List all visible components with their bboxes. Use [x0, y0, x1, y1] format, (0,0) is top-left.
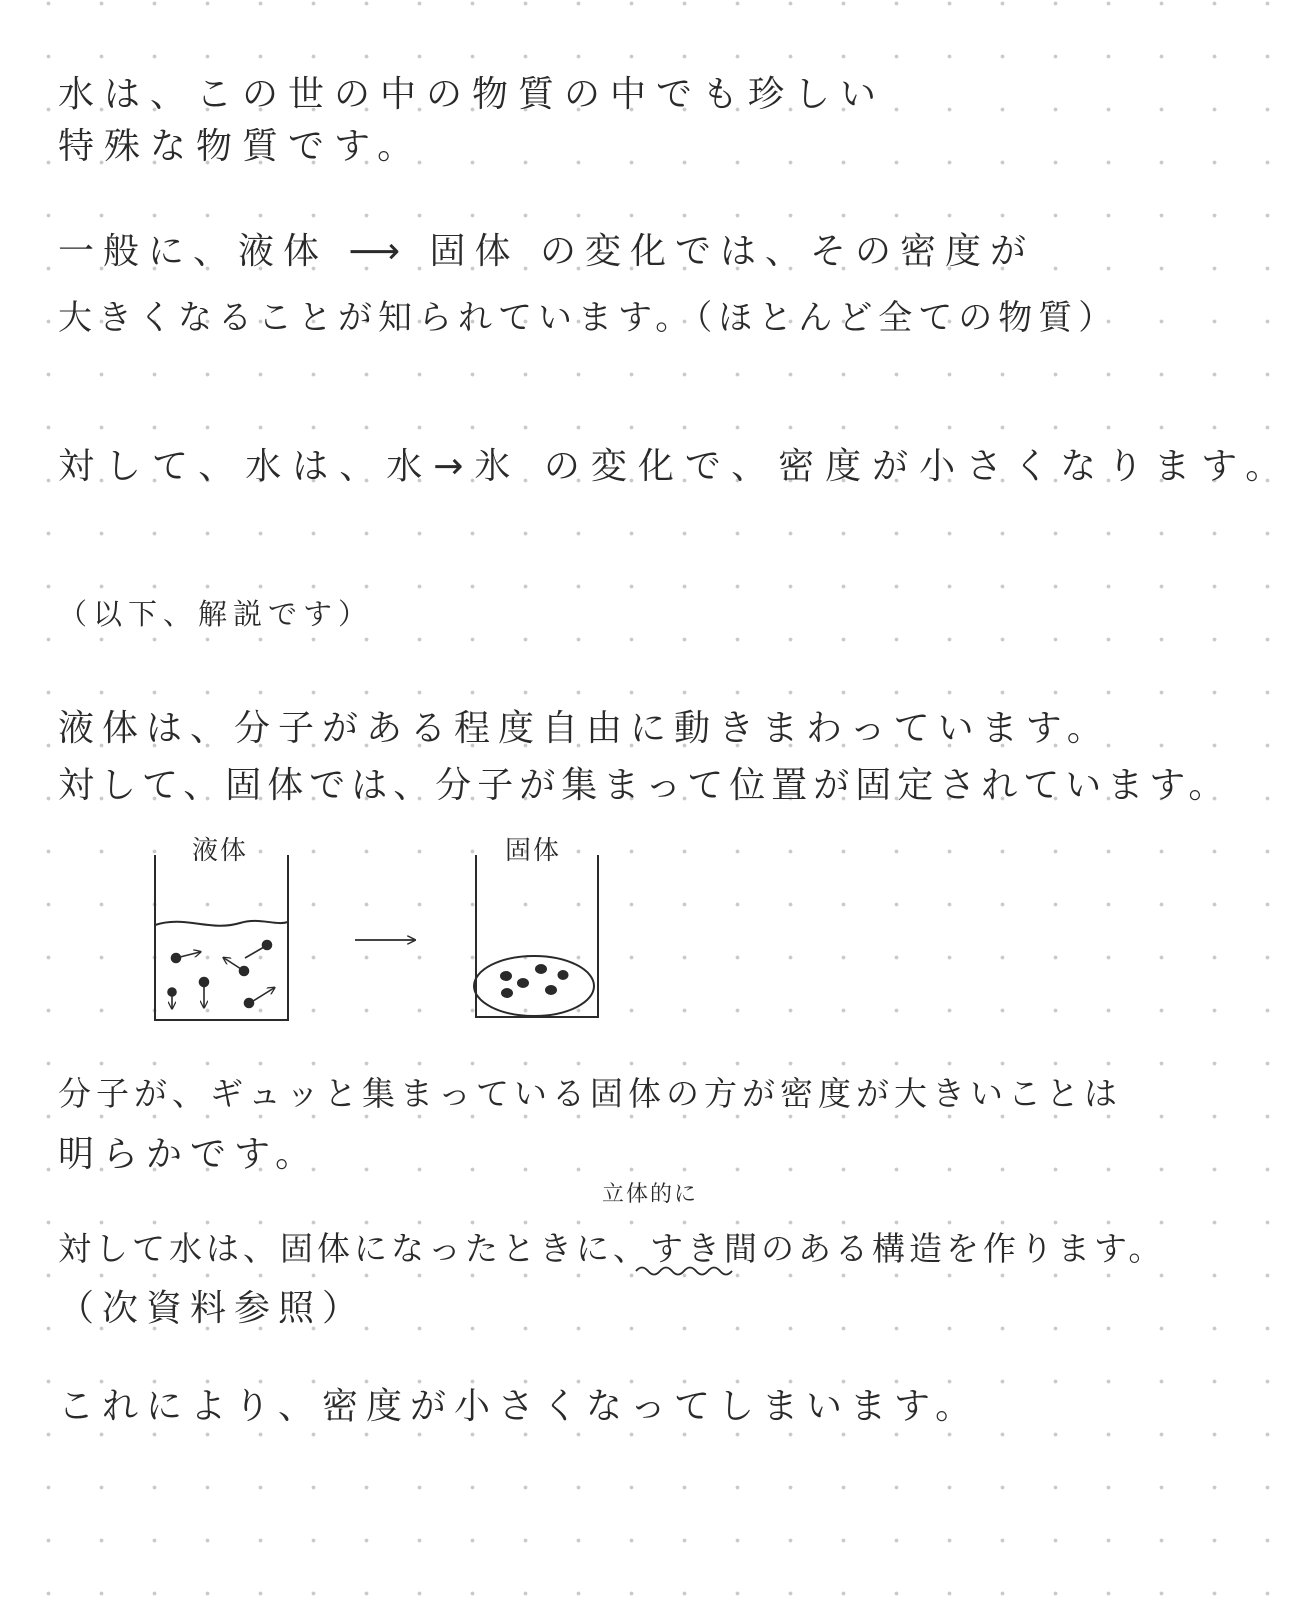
solid-molecules: [500, 964, 569, 998]
motion-arrow: [245, 947, 264, 958]
molecule: [263, 941, 272, 950]
text-line-10: 明らかです。: [58, 1134, 320, 1175]
motion-arrow: [224, 958, 241, 969]
molecule: [501, 988, 513, 998]
motion-arrow: [180, 952, 200, 957]
solid-cluster-outline: [474, 956, 594, 1016]
liquid-molecules: [168, 941, 274, 1009]
text-line-12: （次資料参照）: [58, 1288, 367, 1329]
liquid-label: 液体: [192, 836, 249, 866]
molecule: [172, 954, 181, 963]
solid-container: [476, 855, 598, 1017]
wavy-underline: [634, 1262, 744, 1278]
molecule: [245, 999, 254, 1008]
molecule: [535, 964, 547, 974]
text-line-4: 大きくなることが知られています。（ほとんど全ての物質）: [58, 298, 1119, 338]
text-line-8: 対して、固体では、分子が集まって位置が固定されています。: [58, 765, 1231, 806]
molecule: [168, 988, 176, 996]
text-line-11: 対して水は、固体になったときに、すき間のある構造を作ります。: [58, 1229, 1166, 1268]
text-line-2: 特殊な物質です。: [58, 126, 424, 167]
molecule: [545, 985, 557, 995]
text-line-5: 対して、水は、水→氷 の変化で、密度が小さくなります。: [58, 446, 1292, 487]
molecule: [517, 978, 529, 988]
motion-arrow: [253, 988, 274, 1001]
text-line-7: 液体は、分子がある程度自由に動きまわっています。: [58, 708, 1111, 749]
molecule: [200, 978, 209, 987]
text-line-6: （以下、解説です）: [58, 597, 374, 631]
liquid-surface: [155, 921, 288, 926]
text-line-3: 一般に、液体 ⟶ 固体 の変化では、その密度が: [58, 231, 1035, 272]
text-line-9: 分子が、ギュッと集まっている固体の方が密度が大きいことは: [58, 1074, 1122, 1113]
text-line-1: 水は、この世の中の物質の中でも珍しい: [58, 74, 887, 115]
molecule: [240, 967, 249, 976]
molecule: [558, 970, 569, 980]
solid-label: 固体: [505, 836, 562, 866]
molecule: [500, 971, 512, 981]
text-line-13: これにより、密度が小さくなってしまいます。: [58, 1386, 980, 1427]
margin-note: 立体的に: [602, 1182, 699, 1207]
